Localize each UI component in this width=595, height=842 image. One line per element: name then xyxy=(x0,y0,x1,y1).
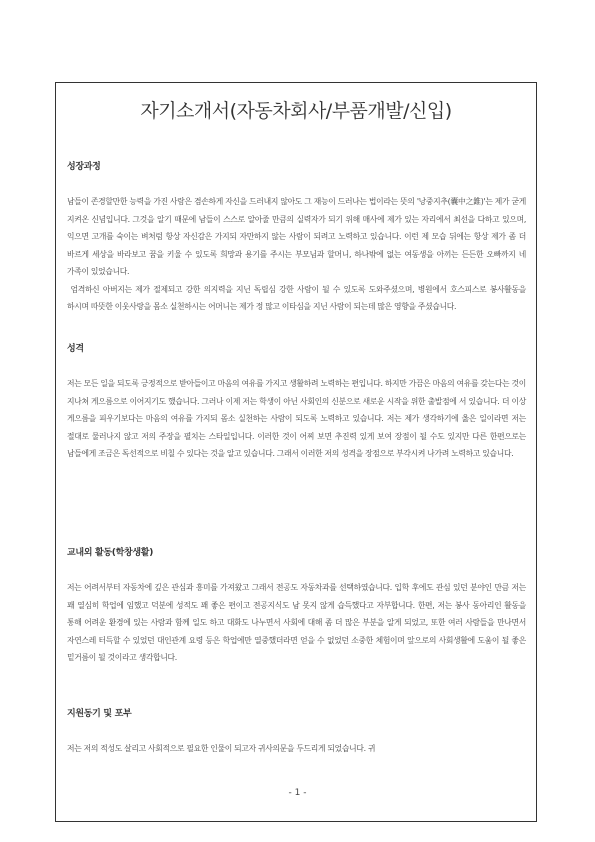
section-heading: 성장과정 xyxy=(67,162,101,172)
section-personality xyxy=(67,341,529,463)
section-heading: 지원동기 및 포부 xyxy=(67,709,132,719)
document-title: 자기소개서(자동차회사/부품개발/신입) xyxy=(140,100,452,122)
page-number: - 1 - xyxy=(288,788,307,798)
section-heading: 교내외 활동(학창생활) xyxy=(67,548,154,558)
section-heading: 성격 xyxy=(67,344,84,354)
section-paragraph: 저는 어려서부터 자동차에 깊은 관심과 흥미를 가져왔고 그래서 전공도 자동차과를 선택하였습니다. 입학 후에도 관심 있던 분야인 만큼 저는 꽤 열심히 학업에 임했고 덕분에 성적도 꽤 좋은 편이고 전공지식도 남 못지 않게 습득했다고 자부합니다. 한편, 저는 봉사 동아리인 활동을 통해 어려운 환경에 있는 사람과 함께 일도 하고 대화도 나누면서 사회에 대해 좀 더 많은 부분을 알게 되었고, 또한 여러 사람들을 만나면서 자연스레 터득할 수 있었던 대인관계 요령 등은 학업에만 열중했더라면 얻을 수 없었던 소중한 체험이며 앞으로의 사회생활에 도움이 될 좋은 밑거름이 될 것이라고 생각합니다. xyxy=(67,583,529,662)
section-activities xyxy=(67,545,529,667)
section-paragraph: 저는 저의 적성도 살리고 사회적으로 필요한 인물이 되고자 귀사의문을 두드리게 되었습니다. 귀 xyxy=(67,744,376,753)
section-growth xyxy=(67,159,529,316)
section-paragraph: 저는 모든 일을 되도록 긍정적으로 받아들이고 마음의 여유를 가지고 생활하려 노력하는 편입니다. 하지만 가끔은 마음의 여유를 갖는다는 것이 지나쳐 게으름으로 이어지기도 했습니다. 그러나 이제 저는 학생이 아닌 사회인의 신분으로 새로운 시작을 위한 출발점에 서 있습니다. 더 이상 게으름을 피우기보다는 마음의 여유를 가지되 몸소 실천하는 사람이 되도록 노력하고 있습니다. 저는 제가 생각하기에 옳은 일이라면 저는 절대로 물러나지 않고 저의 주장을 펼치는 스타일입니다. 이러한 것이 어찌 보면 추진력 있게 보여 장점이 될 수도 있지만 다른 한편으로는 남들에게 조금은 독선적으로 비칠 수 있다는 것을 알고 있습니다. 그래서 이러한 저의 성격을 장점으로 부각시켜 나가려 노력하고 있습니다. xyxy=(67,379,529,458)
section-paragraph: 남들이 존경할만한 능력을 가진 사람은 겸손하게 자신을 드러내지 않아도 그 재능이 드러나는 법이라는 뜻의 '낭중지추(囊中之錐)'는 제가 굳게 지켜온 신념입니다. 그것을 알기 때문에 남들이 스스로 알아줄 만큼의 실력자가 되기 위해 매사에 제가 있는 자리에서 최선을 다하고 있으며, 익으면 고개를 숙이는 벼처럼 항상 자신감은 가지되 자만하지 않는 사람이 되려고 노력하고 있습니다. 이런 제 모습 뒤에는 항상 제가 좀 더 바르게 세상을 바라보고 꿈을 키울 수 있도록 희망과 용기를 주시는 부모님과 할머니, 하나밖에 없는 여동생을 아끼는 든든한 오빠까지 네 가족이 있었습니다. xyxy=(67,197,529,276)
section-paragraph: 엄격하신 아버지는 제가 절제되고 강한 의지력을 지닌 독립심 강한 사람이 될 수 있도록 도와주셨으며, 병원에서 호스피스로 봉사활동을 하시며 따뜻한 이웃사랑을 몸소 실천하시는 어머니는 제가 정 많고 이타심을 지닌 사람이 되는데 많은 영향을 주셨습니다. xyxy=(67,284,529,311)
section-motivation xyxy=(67,706,526,758)
